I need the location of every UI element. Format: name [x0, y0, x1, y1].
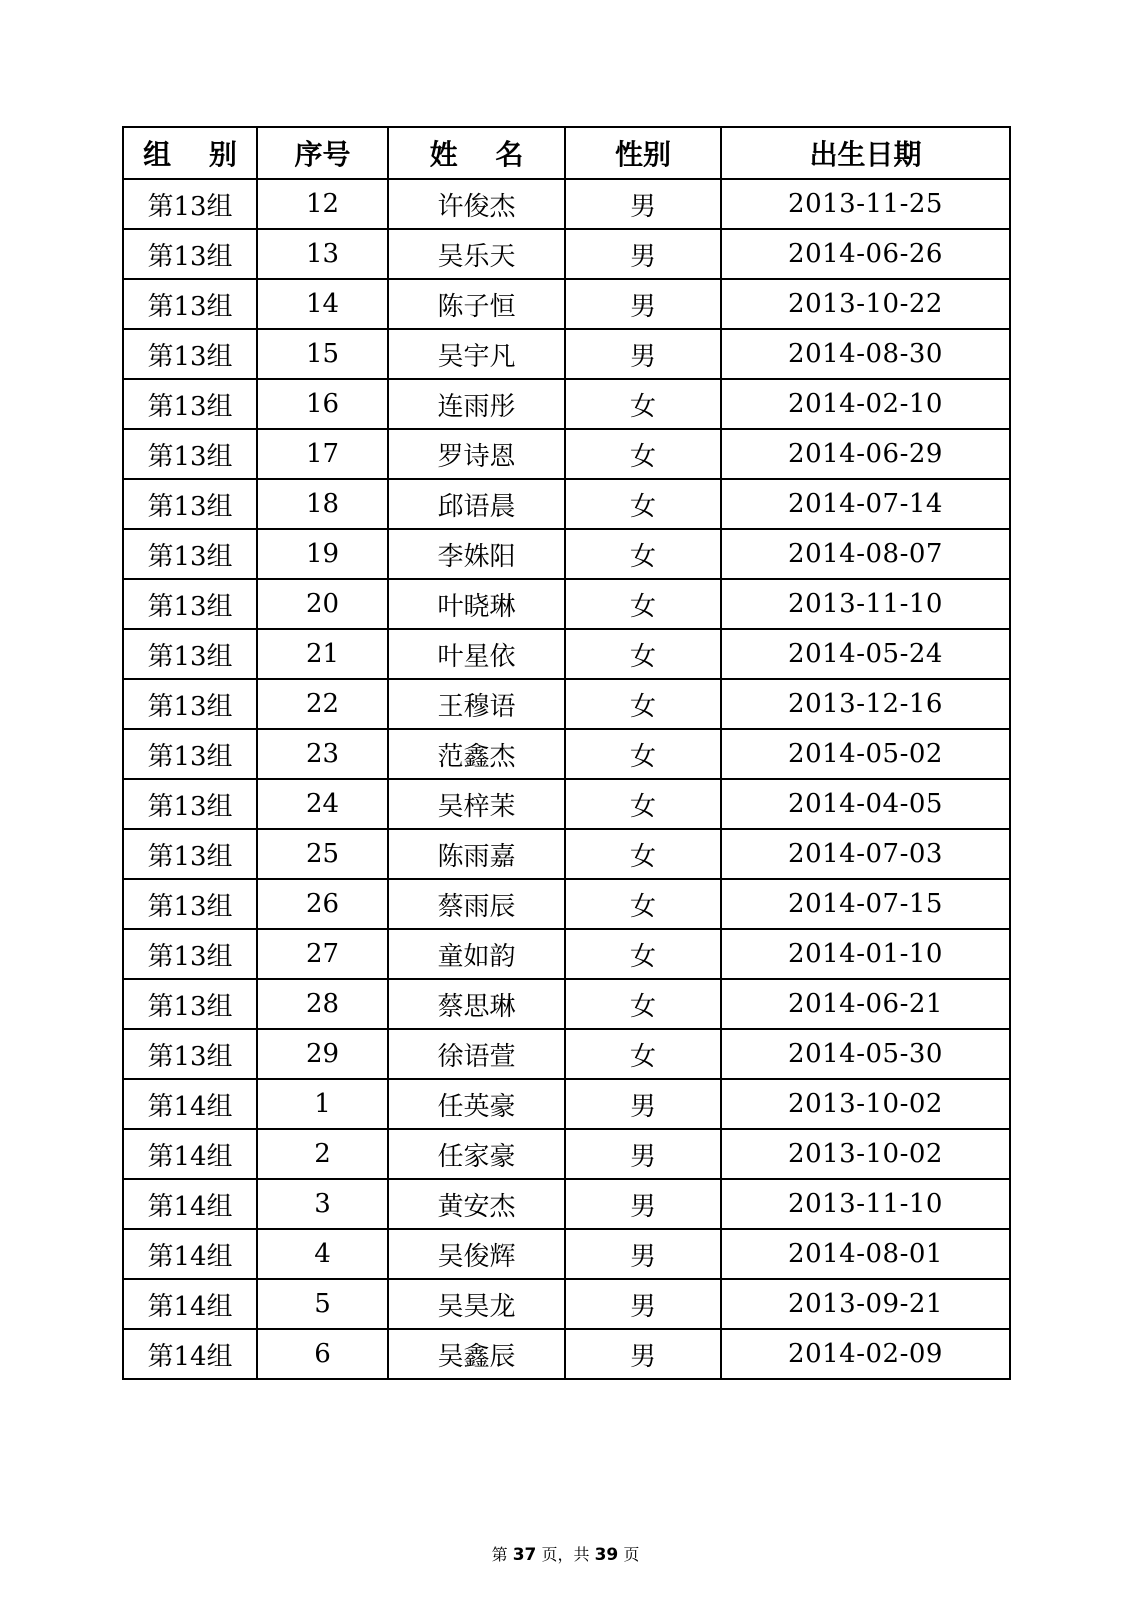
cell-group: 第13组 — [123, 979, 257, 1029]
footer-suffix: 页 — [623, 1545, 640, 1564]
cell-name: 吴俊辉 — [388, 1229, 565, 1279]
cell-gender: 男 — [565, 229, 721, 279]
cell-birth-date: 2014-04-05 — [721, 779, 1010, 829]
table-row — [123, 729, 1010, 779]
cell-gender: 女 — [565, 379, 721, 429]
cell-name: 范鑫杰 — [388, 729, 565, 779]
cell-group: 第13组 — [123, 529, 257, 579]
cell-seq: 23 — [257, 729, 388, 779]
cell-name: 李姝阳 — [388, 529, 565, 579]
cell-gender: 男 — [565, 329, 721, 379]
cell-group: 第14组 — [123, 1329, 257, 1379]
cell-birth-date: 2014-06-21 — [721, 979, 1010, 1029]
header-birth-date: 出生日期 — [721, 127, 1010, 179]
cell-seq: 27 — [257, 929, 388, 979]
cell-name: 连雨彤 — [388, 379, 565, 429]
cell-seq: 29 — [257, 1029, 388, 1079]
cell-birth-date: 2014-07-15 — [721, 879, 1010, 929]
cell-name: 陈子恒 — [388, 279, 565, 329]
cell-name: 吴宇凡 — [388, 329, 565, 379]
table-row — [123, 479, 1010, 529]
cell-group: 第14组 — [123, 1279, 257, 1329]
cell-group: 第13组 — [123, 829, 257, 879]
cell-name: 童如韵 — [388, 929, 565, 979]
cell-birth-date: 2013-11-25 — [721, 179, 1010, 229]
cell-seq: 12 — [257, 179, 388, 229]
header-row — [123, 127, 1010, 179]
table-row — [123, 1029, 1010, 1079]
cell-birth-date: 2013-11-10 — [721, 579, 1010, 629]
cell-group: 第13组 — [123, 1029, 257, 1079]
cell-birth-date: 2013-11-10 — [721, 1179, 1010, 1229]
table-row — [123, 1079, 1010, 1129]
cell-birth-date: 2013-10-22 — [721, 279, 1010, 329]
cell-seq: 3 — [257, 1179, 388, 1229]
cell-birth-date: 2014-08-30 — [721, 329, 1010, 379]
cell-gender: 女 — [565, 879, 721, 929]
table-row — [123, 979, 1010, 1029]
cell-name: 陈雨嘉 — [388, 829, 565, 879]
cell-birth-date: 2014-02-09 — [721, 1329, 1010, 1379]
header-gender: 性别 — [565, 127, 721, 179]
cell-group: 第13组 — [123, 579, 257, 629]
cell-group: 第13组 — [123, 879, 257, 929]
cell-name: 吴鑫辰 — [388, 1329, 565, 1379]
table-row — [123, 279, 1010, 329]
footer-middle: 页，共 — [541, 1545, 590, 1564]
cell-birth-date: 2014-07-14 — [721, 479, 1010, 529]
cell-birth-date: 2014-05-30 — [721, 1029, 1010, 1079]
cell-group: 第13组 — [123, 679, 257, 729]
footer-current-page: 37 — [512, 1545, 537, 1565]
cell-seq: 13 — [257, 229, 388, 279]
cell-gender: 女 — [565, 929, 721, 979]
cell-birth-date: 2014-07-03 — [721, 829, 1010, 879]
cell-birth-date: 2014-08-01 — [721, 1229, 1010, 1279]
cell-name: 任英豪 — [388, 1079, 565, 1129]
cell-name: 王穆语 — [388, 679, 565, 729]
cell-group: 第13组 — [123, 379, 257, 429]
cell-gender: 女 — [565, 429, 721, 479]
cell-birth-date: 2013-09-21 — [721, 1279, 1010, 1329]
roster-body — [123, 179, 1010, 1379]
table-row — [123, 779, 1010, 829]
cell-birth-date: 2013-10-02 — [721, 1129, 1010, 1179]
cell-group: 第13组 — [123, 279, 257, 329]
cell-group: 第13组 — [123, 329, 257, 379]
cell-seq: 21 — [257, 629, 388, 679]
cell-gender: 男 — [565, 1179, 721, 1229]
cell-gender: 男 — [565, 1129, 721, 1179]
cell-gender: 女 — [565, 779, 721, 829]
cell-group: 第14组 — [123, 1179, 257, 1229]
roster-table — [122, 126, 1011, 1380]
cell-birth-date: 2014-06-26 — [721, 229, 1010, 279]
table-row — [123, 379, 1010, 429]
cell-birth-date: 2014-05-02 — [721, 729, 1010, 779]
cell-name: 任家豪 — [388, 1129, 565, 1179]
cell-name: 叶星依 — [388, 629, 565, 679]
cell-group: 第13组 — [123, 779, 257, 829]
header-group: 组 别 — [123, 127, 257, 179]
cell-seq: 25 — [257, 829, 388, 879]
footer-prefix: 第 — [491, 1545, 508, 1564]
cell-seq: 28 — [257, 979, 388, 1029]
table-row — [123, 629, 1010, 679]
cell-gender: 女 — [565, 729, 721, 779]
page-footer — [0, 1542, 1131, 1565]
cell-group: 第13组 — [123, 179, 257, 229]
cell-seq: 5 — [257, 1279, 388, 1329]
cell-group: 第14组 — [123, 1079, 257, 1129]
cell-seq: 14 — [257, 279, 388, 329]
cell-gender: 男 — [565, 279, 721, 329]
cell-seq: 17 — [257, 429, 388, 479]
table-row — [123, 179, 1010, 229]
cell-birth-date: 2014-08-07 — [721, 529, 1010, 579]
cell-name: 蔡雨辰 — [388, 879, 565, 929]
cell-seq: 26 — [257, 879, 388, 929]
cell-gender: 女 — [565, 529, 721, 579]
cell-seq: 20 — [257, 579, 388, 629]
cell-group: 第13组 — [123, 729, 257, 779]
cell-seq: 6 — [257, 1329, 388, 1379]
cell-seq: 2 — [257, 1129, 388, 1179]
cell-seq: 19 — [257, 529, 388, 579]
cell-name: 罗诗恩 — [388, 429, 565, 479]
cell-name: 徐语萱 — [388, 1029, 565, 1079]
cell-seq: 18 — [257, 479, 388, 529]
cell-group: 第13组 — [123, 429, 257, 479]
cell-seq: 4 — [257, 1229, 388, 1279]
cell-birth-date: 2014-01-10 — [721, 929, 1010, 979]
table-row — [123, 1129, 1010, 1179]
cell-gender: 女 — [565, 979, 721, 1029]
cell-gender: 女 — [565, 1029, 721, 1079]
cell-seq: 16 — [257, 379, 388, 429]
cell-gender: 男 — [565, 179, 721, 229]
cell-name: 吴梓茉 — [388, 779, 565, 829]
table-row — [123, 329, 1010, 379]
cell-birth-date: 2013-10-02 — [721, 1079, 1010, 1129]
table-row — [123, 1279, 1010, 1329]
header-name: 姓 名 — [388, 127, 565, 179]
cell-gender: 女 — [565, 629, 721, 679]
cell-gender: 男 — [565, 1079, 721, 1129]
table-row — [123, 579, 1010, 629]
cell-gender: 女 — [565, 829, 721, 879]
cell-seq: 1 — [257, 1079, 388, 1129]
cell-name: 吴乐天 — [388, 229, 565, 279]
table-row — [123, 679, 1010, 729]
cell-seq: 15 — [257, 329, 388, 379]
cell-name: 叶晓琳 — [388, 579, 565, 629]
footer-total-pages: 39 — [594, 1545, 619, 1565]
cell-group: 第13组 — [123, 229, 257, 279]
cell-gender: 女 — [565, 579, 721, 629]
cell-birth-date: 2014-02-10 — [721, 379, 1010, 429]
cell-birth-date: 2014-06-29 — [721, 429, 1010, 479]
cell-name: 许俊杰 — [388, 179, 565, 229]
cell-seq: 22 — [257, 679, 388, 729]
cell-birth-date: 2013-12-16 — [721, 679, 1010, 729]
cell-gender: 男 — [565, 1229, 721, 1279]
cell-gender: 男 — [565, 1279, 721, 1329]
header-seq: 序号 — [257, 127, 388, 179]
cell-group: 第13组 — [123, 629, 257, 679]
cell-seq: 24 — [257, 779, 388, 829]
table-row — [123, 1229, 1010, 1279]
table-row — [123, 429, 1010, 479]
cell-name: 黄安杰 — [388, 1179, 565, 1229]
table-row — [123, 1329, 1010, 1379]
table-row — [123, 1179, 1010, 1229]
table-row — [123, 829, 1010, 879]
table-row — [123, 879, 1010, 929]
cell-group: 第13组 — [123, 479, 257, 529]
cell-name: 吴昊龙 — [388, 1279, 565, 1329]
cell-gender: 女 — [565, 479, 721, 529]
cell-gender: 男 — [565, 1329, 721, 1379]
cell-name: 邱语晨 — [388, 479, 565, 529]
cell-gender: 女 — [565, 679, 721, 729]
table-row — [123, 529, 1010, 579]
table-row — [123, 929, 1010, 979]
table-row — [123, 229, 1010, 279]
cell-group: 第14组 — [123, 1129, 257, 1179]
cell-group: 第14组 — [123, 1229, 257, 1279]
cell-birth-date: 2014-05-24 — [721, 629, 1010, 679]
cell-group: 第13组 — [123, 929, 257, 979]
cell-name: 蔡思琳 — [388, 979, 565, 1029]
